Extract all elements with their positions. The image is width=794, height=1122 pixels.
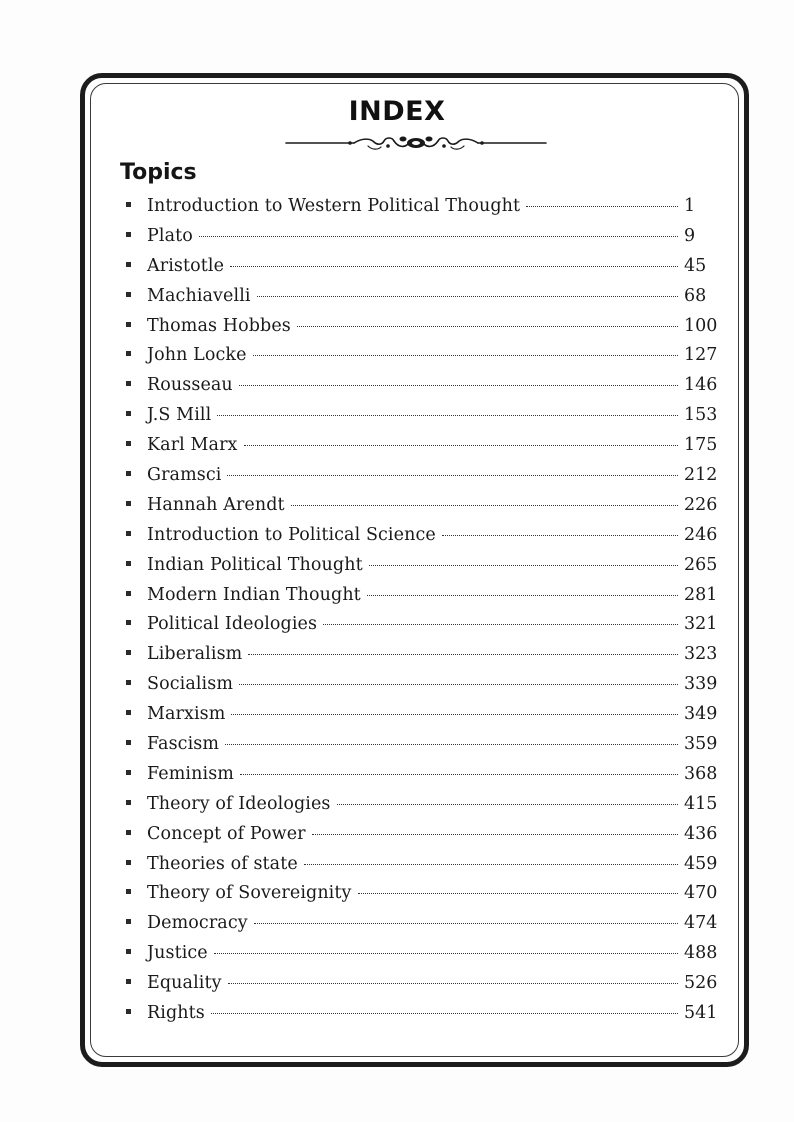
square-bullet-icon — [126, 979, 131, 984]
index-entry-topic: Indian Political Thought — [147, 554, 363, 575]
dot-leader — [304, 864, 678, 865]
dot-leader — [230, 266, 678, 267]
square-bullet-icon — [126, 680, 131, 685]
dot-leader — [358, 893, 678, 894]
index-entry-topic: Karl Marx — [147, 435, 238, 456]
index-entry — [126, 435, 720, 465]
index-entry-topic: Democracy — [147, 913, 248, 934]
index-entry-page-number: 1 — [684, 196, 696, 216]
index-entry — [126, 465, 720, 495]
dot-leader — [231, 714, 678, 715]
dot-leader — [369, 565, 678, 566]
index-entry — [126, 794, 720, 824]
dot-leader — [244, 445, 678, 446]
dot-leader — [323, 624, 678, 625]
square-bullet-icon — [126, 561, 131, 566]
dot-leader — [297, 326, 678, 327]
index-entry-page-number: 474 — [684, 913, 718, 934]
index-entry-page-number: 153 — [684, 405, 718, 426]
index-entry-topic: Modern Indian Thought — [147, 584, 361, 605]
dot-leader — [225, 744, 678, 745]
dot-leader — [526, 206, 678, 207]
index-entry — [126, 644, 720, 674]
square-bullet-icon — [126, 471, 131, 476]
dot-leader — [367, 595, 678, 596]
section-heading-topics: Topics — [120, 160, 197, 185]
square-bullet-icon — [126, 949, 131, 954]
dot-leader — [312, 834, 678, 835]
index-entry-page-number: 226 — [684, 494, 718, 515]
index-entry-page-number: 436 — [684, 823, 718, 844]
index-entry-page-number: 146 — [684, 375, 718, 396]
square-bullet-icon — [126, 322, 131, 327]
index-entry-topic: Machiavelli — [147, 285, 251, 306]
square-bullet-icon — [126, 411, 131, 416]
dot-leader — [217, 415, 678, 416]
index-entry-topic: J.S Mill — [147, 405, 212, 426]
index-entry — [126, 286, 720, 316]
index-entry-list — [126, 196, 720, 1033]
index-entry-topic: Hannah Arendt — [147, 494, 285, 515]
index-entry — [126, 764, 720, 794]
index-entry-page-number: 265 — [684, 554, 718, 575]
square-bullet-icon — [126, 620, 131, 625]
square-bullet-icon — [126, 830, 131, 835]
index-entry-page-number: 321 — [684, 614, 718, 635]
index-entry-topic: Rousseau — [147, 375, 233, 396]
index-entry-topic: Theory of Sovereignity — [147, 883, 352, 904]
index-entry-page-number: 339 — [684, 674, 718, 695]
index-entry — [126, 585, 720, 615]
index-entry — [126, 256, 720, 286]
index-entry-page-number: 526 — [684, 973, 718, 994]
square-bullet-icon — [126, 292, 131, 297]
page-title: INDEX — [348, 96, 446, 127]
index-entry-page-number: 45 — [684, 255, 707, 276]
dot-leader — [239, 385, 678, 386]
index-entry-topic: Introduction to Western Political Thought — [147, 196, 521, 216]
index-entry-topic: Rights — [147, 1003, 205, 1024]
dot-leader — [227, 475, 678, 476]
square-bullet-icon — [126, 650, 131, 655]
dot-leader — [248, 654, 678, 655]
index-entry — [126, 525, 720, 555]
index-entry-page-number: 323 — [684, 644, 718, 665]
index-entry-topic: Socialism — [147, 674, 234, 695]
index-entry-topic: Equality — [147, 973, 222, 994]
square-bullet-icon — [126, 710, 131, 715]
index-entry — [126, 913, 720, 943]
index-entry-topic: Theories of state — [147, 853, 298, 874]
index-entry-topic: Feminism — [147, 763, 234, 784]
square-bullet-icon — [126, 1009, 131, 1014]
square-bullet-icon — [126, 202, 131, 207]
index-entry — [126, 824, 720, 854]
square-bullet-icon — [126, 740, 131, 745]
index-entry-page-number: 127 — [684, 345, 718, 366]
index-entry-page-number: 459 — [684, 853, 718, 874]
dot-leader — [254, 923, 678, 924]
index-entry-page-number: 349 — [684, 704, 718, 725]
index-entry-topic: Introduction to Political Science — [147, 524, 436, 545]
index-entry — [126, 196, 720, 226]
square-bullet-icon — [126, 591, 131, 596]
index-entry — [126, 734, 720, 764]
flourish-divider-icon — [284, 132, 548, 154]
index-entry-page-number: 488 — [684, 943, 718, 964]
index-entry-page-number: 212 — [684, 465, 718, 486]
index-entry — [126, 704, 720, 734]
dot-leader — [211, 1013, 678, 1014]
dot-leader — [228, 983, 678, 984]
index-entry — [126, 495, 720, 525]
index-entry-page-number: 175 — [684, 435, 718, 456]
index-entry — [126, 674, 720, 704]
index-entry — [126, 375, 720, 405]
index-entry-topic: Plato — [147, 225, 193, 246]
index-entry-page-number: 359 — [684, 734, 718, 755]
index-entry — [126, 316, 720, 346]
index-entry-topic: Aristotle — [147, 255, 225, 276]
index-entry-page-number: 68 — [684, 285, 707, 306]
index-entry — [126, 943, 720, 973]
square-bullet-icon — [126, 351, 131, 356]
index-entry-topic: Liberalism — [147, 644, 243, 665]
index-entry-page-number: 368 — [684, 763, 718, 784]
index-entry-page-number: 415 — [684, 793, 718, 814]
square-bullet-icon — [126, 919, 131, 924]
index-entry-topic: Thomas Hobbes — [147, 315, 291, 336]
dot-leader — [253, 355, 678, 356]
index-entry-topic: Justice — [147, 943, 208, 964]
square-bullet-icon — [126, 381, 131, 386]
square-bullet-icon — [126, 800, 131, 805]
index-entry-topic: Fascism — [147, 734, 220, 755]
dot-leader — [239, 684, 678, 685]
square-bullet-icon — [126, 262, 131, 267]
index-entry-topic: Concept of Power — [147, 823, 306, 844]
index-entry — [126, 1003, 720, 1033]
index-entry-page-number: 246 — [684, 524, 718, 545]
index-entry — [126, 405, 720, 435]
index-entry-page-number: 100 — [684, 315, 718, 336]
index-entry-topic: Theory of Ideologies — [147, 793, 331, 814]
index-entry-topic: Political Ideologies — [147, 614, 318, 635]
square-bullet-icon — [126, 770, 131, 775]
dot-leader — [291, 505, 678, 506]
dot-leader — [199, 236, 678, 237]
square-bullet-icon — [126, 889, 131, 894]
index-entry-topic: John Locke — [147, 345, 247, 366]
square-bullet-icon — [126, 441, 131, 446]
index-entry — [126, 614, 720, 644]
square-bullet-icon — [126, 531, 131, 536]
dot-leader — [337, 804, 678, 805]
index-entry-topic: Marxism — [147, 704, 226, 725]
index-entry-page-number: 9 — [684, 225, 696, 246]
dot-leader — [442, 535, 678, 536]
index-entry-page-number: 541 — [684, 1003, 718, 1024]
index-entry — [126, 883, 720, 913]
dot-leader — [257, 296, 678, 297]
dot-leader — [240, 774, 678, 775]
dot-leader — [214, 953, 678, 954]
square-bullet-icon — [126, 860, 131, 865]
index-entry — [126, 345, 720, 375]
index-entry-page-number: 470 — [684, 883, 718, 904]
index-entry — [126, 226, 720, 256]
square-bullet-icon — [126, 501, 131, 506]
index-entry-topic: Gramsci — [147, 465, 222, 486]
index-entry — [126, 555, 720, 585]
index-entry-page-number: 281 — [684, 584, 718, 605]
index-entry — [126, 973, 720, 1003]
index-entry — [126, 854, 720, 884]
square-bullet-icon — [126, 232, 131, 237]
